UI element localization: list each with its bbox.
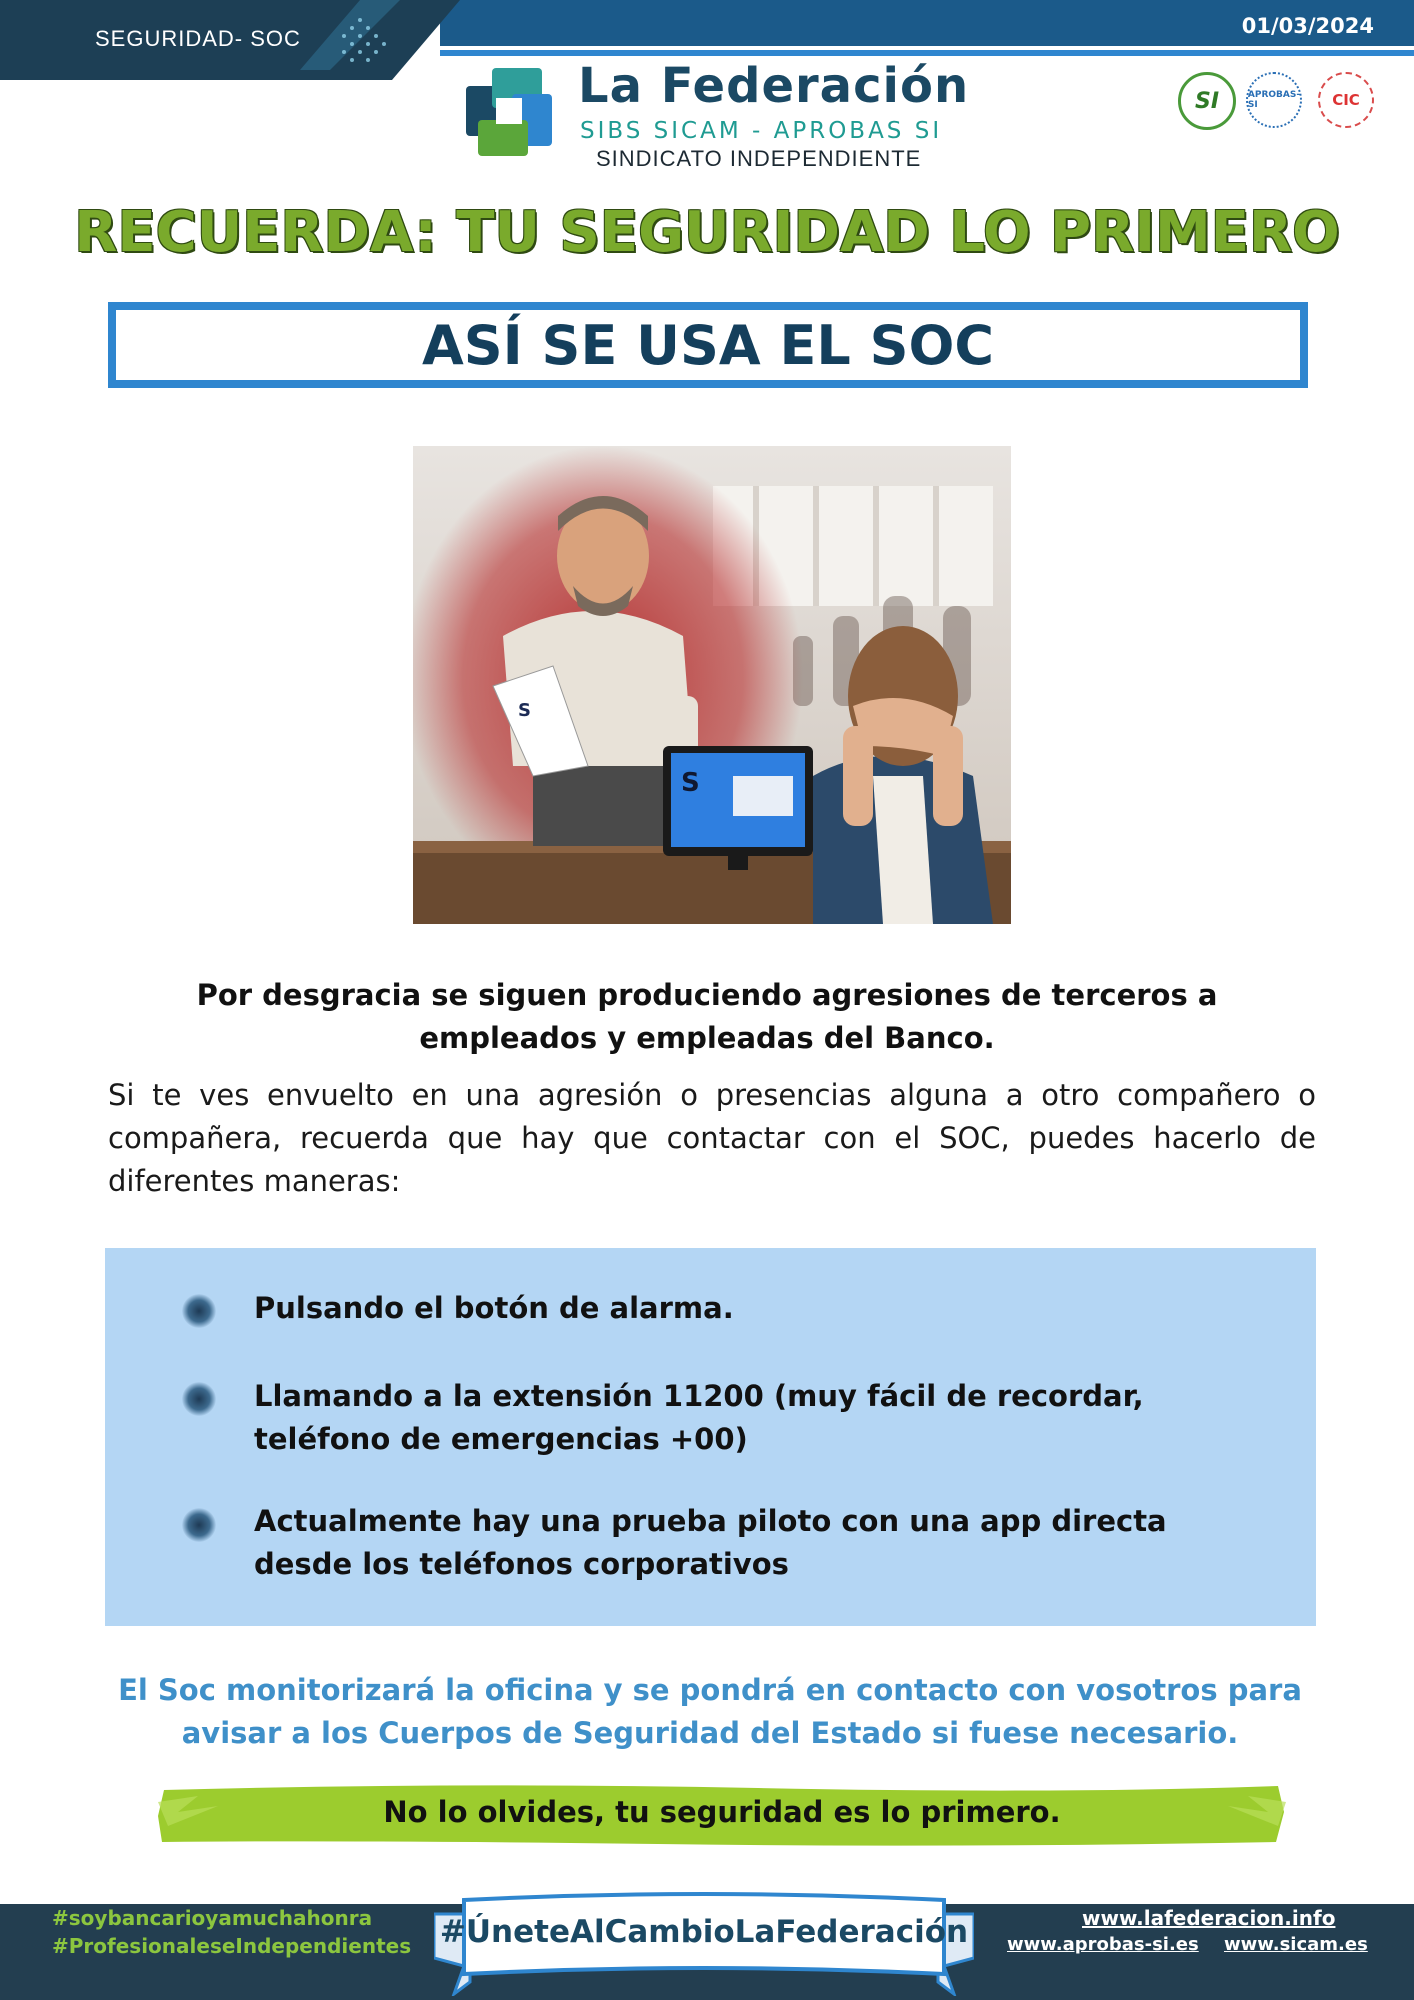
- hashtag: #soybancarioyamuchahonra: [52, 1906, 373, 1930]
- subtitle-box: [108, 302, 1308, 388]
- si-union-logo-icon: SI: [1178, 72, 1236, 130]
- la-federacion-logo-icon: [462, 64, 558, 160]
- list-item: Pulsando el botón de alarma.: [254, 1291, 734, 1325]
- link-lafederacion[interactable]: www.lafederacion.info: [1082, 1906, 1336, 1930]
- bullet-icon: [182, 1294, 216, 1328]
- intro-text: Si te ves envuelto en una agresión o presencias alguna a otro compañero o compañera, recuerda que hay que contactar con el SOC, puedes hacerlo de diferentes maneras:: [108, 1078, 1316, 1198]
- brand-subtitle: SIBS SICAM - APROBAS SI: [580, 118, 943, 144]
- paper-logo: S: [518, 700, 531, 721]
- reminder-text: No lo olvides, tu seguridad es lo primero.: [383, 1795, 1061, 1829]
- list-item: Actualmente hay una prueba piloto con una app directa desde los teléfonos corporativos: [254, 1504, 1167, 1581]
- bullet-icon: [182, 1382, 216, 1416]
- page-subtitle: ASÍ SE USA EL SOC: [421, 313, 994, 377]
- bullet-icon: [182, 1508, 216, 1542]
- aprobas-logo-icon: APROBAS-SI: [1246, 72, 1302, 128]
- brand-tagline: SINDICATO INDEPENDIENTE: [596, 146, 922, 171]
- aggression-illustration: [413, 446, 1011, 924]
- publication-date: 01/03/2024: [1241, 14, 1374, 38]
- link-aprobas[interactable]: www.aprobas-si.es: [1007, 1934, 1199, 1955]
- cic-logo-icon: CIC: [1318, 72, 1374, 128]
- page-headline: RECUERDA: TU SEGURIDAD LO PRIMERO: [74, 200, 1340, 265]
- closing-statement: El Soc monitorizará la oficina y se pondrá en contacto con vosotros para avisar a los Cuerpos de Seguridad del Estado si fuese necesario.: [118, 1673, 1302, 1750]
- campaign-hashtag: #ÚneteAlCambioLaFederación: [439, 1914, 969, 1950]
- intro-bold-text: Por desgracia se siguen produciendo agresiones de terceros a empleados y empleadas del Banco.: [196, 978, 1218, 1055]
- hashtag: #ProfesionaleseIndependientes: [52, 1934, 412, 1958]
- list-item: Llamando a la extensión 11200 (muy fácil de recordar, teléfono de emergencias +00): [254, 1379, 1144, 1456]
- link-sicam[interactable]: www.sicam.es: [1224, 1934, 1368, 1955]
- brand-name: La Federación: [578, 58, 970, 114]
- screen-logo: S: [681, 768, 700, 798]
- section-tag: SEGURIDAD- SOC: [95, 26, 301, 51]
